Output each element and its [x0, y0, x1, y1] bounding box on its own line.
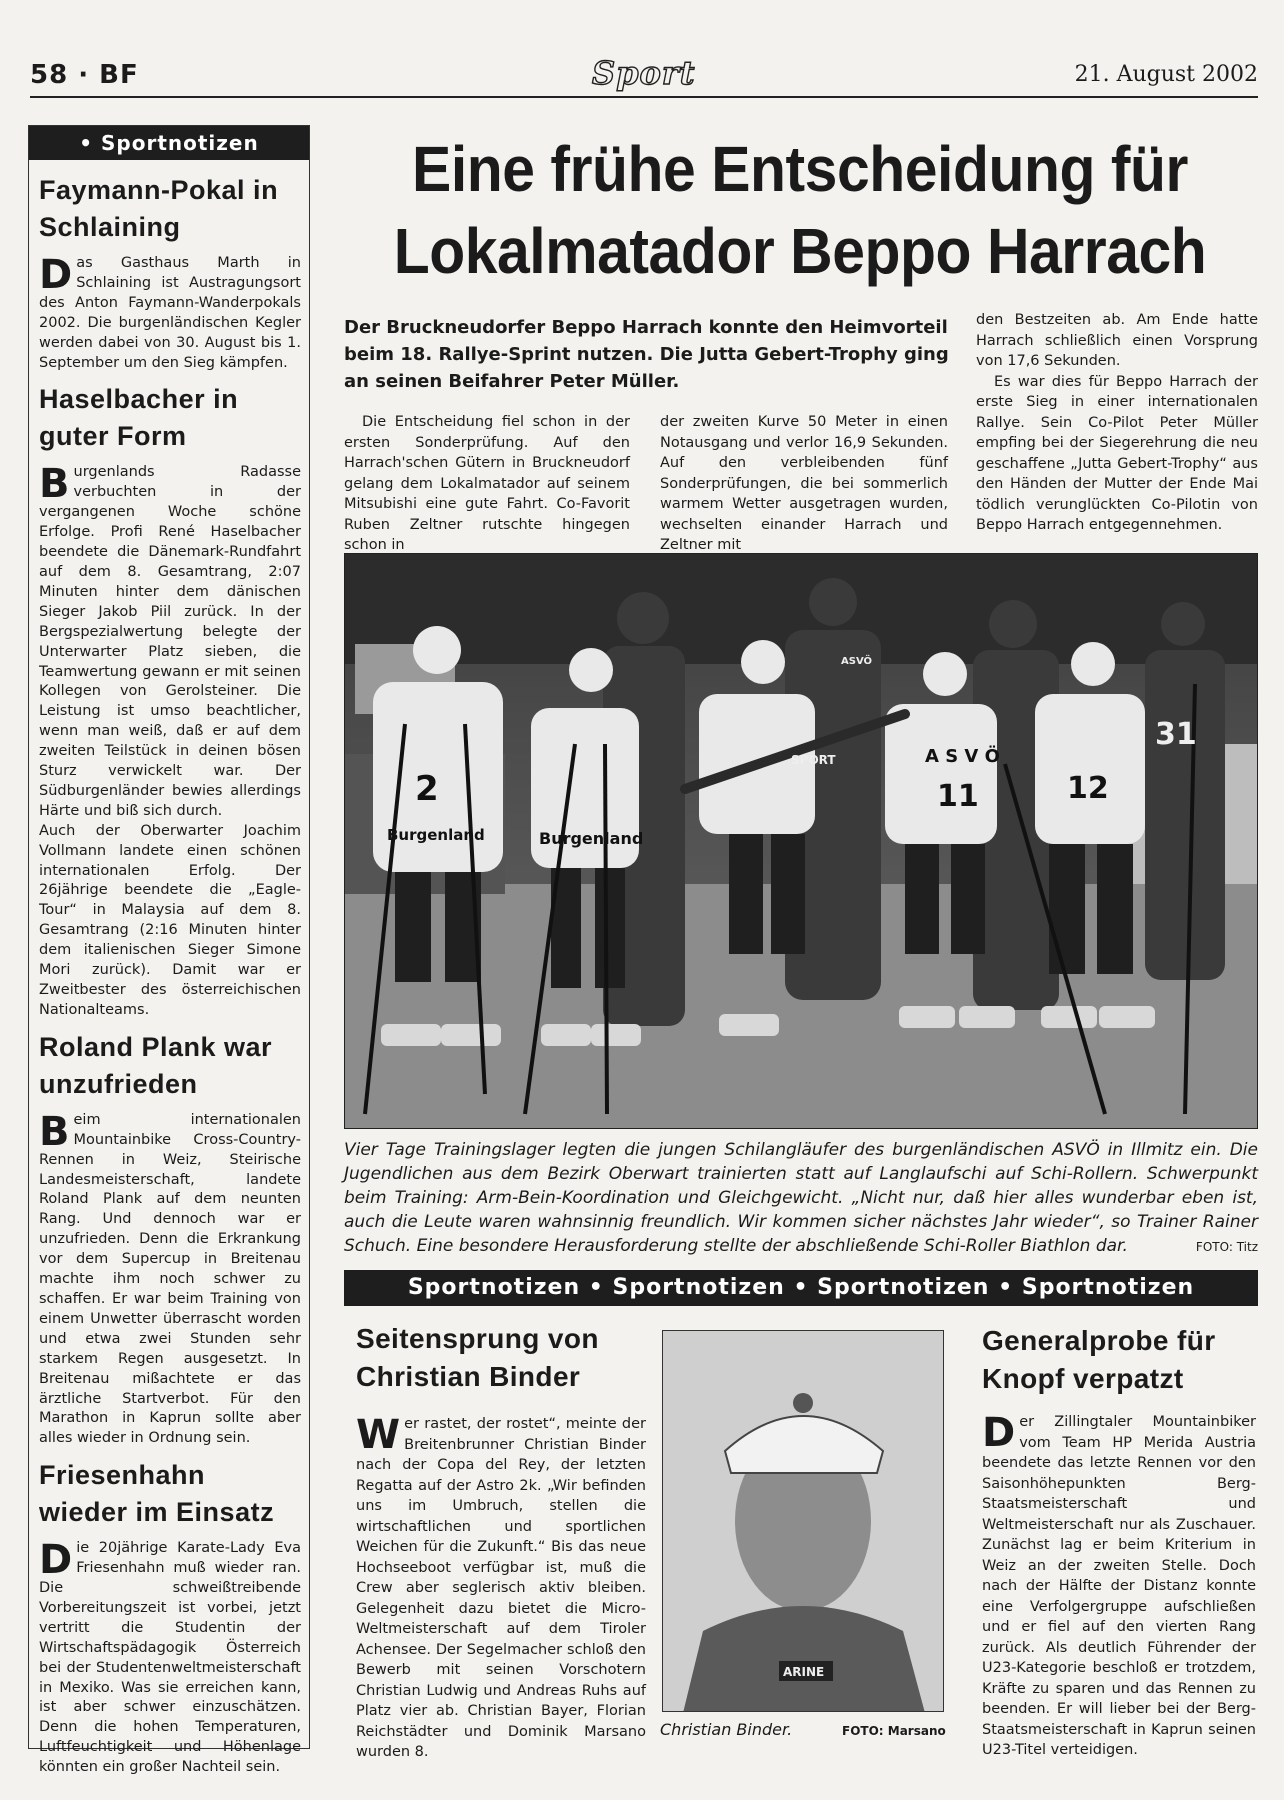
bib-number: 12: [1067, 771, 1109, 806]
article-column-1: Die Entscheidung fiel schon in der ersten Sonderprüfung. Auf den Harrach'schen Gütern in Bruckneudorf gelang dem Lokalmatador auf seinem Mitsubishi eine gute Fahrt. Co-Favorit Ruben Zeltner rutschte hingegen schon in: [344, 414, 630, 553]
binder-article: [356, 1320, 646, 1763]
note-body: Die 20jährige Karate-Lady Eva Friesenhahn muß wieder ran. Die schweißtreibende Vorbereitungszeit ist vorbei, jetzt vertritt die Studentin der Wirtschaftspädagogik Österreich bei der Studentenweltmeisterschaft in Mexiko. Was sie erreichen kann, ist aber schwer einzuschätzen. Denn die hohen Temperaturen, Luftfeuchtigkeit und Höhenlage könnten ein großer Nachteil sein.: [39, 1537, 301, 1776]
note-title: Haselbacher in guter Form: [39, 384, 239, 452]
bib-number: 11: [937, 779, 979, 814]
note-title: Generalprobe für Knopf verpatzt: [982, 1325, 1216, 1394]
shirt-text: A S V Ö: [925, 746, 1000, 767]
shirt-text: Burgenland: [387, 826, 485, 844]
page-number: 58 · BF: [30, 60, 139, 90]
drop-cap: W: [356, 1412, 401, 1458]
shirt-text: ARINE: [783, 1665, 825, 1679]
note-body: Der Zillingtaler Mountainbiker vom Team HP Merida Austria beendete das letzte Rennen vor den Saisonhöhepunkten Berg-Staatsmeisterschaft und Weltmeisterschaft nur als Zuschauer. Zunächst lag er beim Kriterium in Weiz an der zweiten Stelle. Doch nach der Hälfte der Distanz konnte eine Verfolgergruppe aufschließen und er fiel auf den vierten Rang zurück. Als deutlich Führender der U23-Kategorie beschloß er trotzdem, Kräfte zu sparen und das Rennen zu beenden. Er will lieber bei der Berg-Staatsmeisterschaft in Kaprun seinen U23-Titel verteidigen.: [982, 1410, 1256, 1758]
article-column-3: den Bestzeiten ab. Am Ende hatte Harrach schließlich einen Vorsprung von 17,6 Sekunden. Es war dies für Beppo Harrach der erste Sieg in einer internationalen Rallye. Sein Co-Pilot Peter Müller empfing bei der Siegerehrung die neu geschaffene „Jutta Gebert-Trophy“ aus den Händen der Mutter der Ende Mai tödlich verunglückten Co-Pilotin von Beppo Harrach entgegennehmen.: [976, 312, 1258, 533]
rifle-label: SPORT: [791, 753, 836, 767]
sidebar-heading: • Sportnotizen: [29, 126, 309, 160]
bib-number: 2: [415, 769, 439, 809]
publication-date: 21. August 2002: [1074, 62, 1258, 87]
knopf-article: [982, 1322, 1256, 1761]
note-body: Das Gasthaus Marth in Schlaining ist Austragungsort des Anton Faymann-Wanderpokals 2002. Die burgenländischen Kegler werden dabei von 30. August bis 1. September um den Sieg kämpfen.: [39, 252, 301, 371]
note-body: Burgenlands Radasse verbuchten in der vergangenen Woche schöne Erfolge. Profi René Haselbacher beendete die Dänemark-Rundfahrt auf dem 8. Gesamtrang, 2:07 Minuten hinter dem dänischen Sieger Jakob Piil zurück. In der Bergspezialwertung belegte der Unterwarter Platz sieben, die Teamwertung gewann er mit seinen Kollegen von Gerolsteiner. Die Leistung ist umso beachtlicher, wenn man weiß, daß er auf dem zweiten Teilstück in deinen bösen Sturz verwickelt war. Der Südburgenländer bewies allerdings Härte und biß sich durch.: [39, 461, 301, 819]
portrait-illustration: [663, 1331, 944, 1712]
section-title: Sport: [592, 54, 696, 92]
note-body: Beim internationalen Mountainbike Cross-Country-Rennen in Weiz, Steirische Landesmeisterschaft, landete Roland Plank auf dem neunten Rang. Und dennoch war er unzufrieden. Denn die Erkrankung vor dem Supercup in Breitenau machte ihm noch schwer zu schaffen. Er war beim Training von einem Unwetter überrascht worden und etwa zwei Stunden sehr starkem Regen ausgesetzt. In Breitenau mißachtete er das ärztliche Startverbot. Für den Marathon in Kaprun sollte aber alles wieder in Ordnung sein.: [39, 1108, 301, 1447]
team-photo: [344, 553, 1258, 1129]
note-title: Friesenhahn wieder im Einsatz: [39, 1460, 275, 1528]
portrait-caption: Christian Binder.: [660, 1720, 793, 1739]
drop-cap: D: [39, 252, 73, 298]
sportnotizen-band: Sportnotizen • Sportnotizen • Sportnotizen • Sportnotizen: [344, 1270, 1258, 1306]
note-title: Roland Plank war unzufrieden: [39, 1031, 273, 1099]
note-title: Faymann-Pokal in Schlaining: [39, 175, 279, 242]
binder-portrait: [662, 1330, 944, 1712]
note-body: Wer rastet, der rostet“, meinte der Breitenbrunner Christian Binder nach der Copa del Rey, der letzten Regatta auf der Astro 2k. „Wir befinden uns im Umbruch, stellen die wirtschaftlichen und sportlichen Weichen für die Zukunft.“ Bis das neue Hochseeboot verfügbar ist, muß die Crew aber seglerisch aktiv bleiben. Gelegenheit dazu bietet die Micro-Weltmeisterschaft auf dem Tiroler Achensee. Der Segelmacher schloß den Bewerb mit seinen Vorschotern Christian Ludwig und Andreas Ruhs auf Platz vier ab. Christian Bayer, Florian Reichstädter und Dominik Marsano wurden 8.: [356, 1412, 646, 1760]
article-headline: Eine frühe Entscheidung für Lokalmatador Beppo Harrach: [393, 133, 1207, 287]
note-body: Auch der Oberwarter Joachim Vollmann landete einen schönen internationalen Erfolg. Der 26jährige beendete die „Eagle-Tour“ in Malaysia auf dem 8. Gesamtrang (2:16 Minuten hinter dem italienischen Sieger Simone Mori zurück). Damit war er Zweitbester des österreichischen Nationalteams.: [39, 822, 301, 1018]
drop-cap: D: [39, 1537, 73, 1584]
article-lead: Der Bruckneudorfer Beppo Harrach konnte den Heimvorteil beim 18. Rallye-Sprint nutzen. Die Jutta Gebert-Trophy ging an seinen Beifahrer Peter Müller.: [344, 317, 949, 392]
article-column-2: der zweiten Kurve 50 Meter in einen Notausgang und verlor 16,9 Sekunden. Auf den verbleibenden fünf Sonderprüfungen, die bei sommerlich warmem Wetter ausgetragen wurden, wechselten einander Harrach und Zeltner mit: [660, 414, 948, 553]
jacket-badge: ASVÖ: [841, 656, 873, 667]
shirt-text: Burgenland: [539, 829, 644, 848]
bib-number: 31: [1155, 717, 1197, 752]
note-title: Seitensprung von Christian Binder: [356, 1323, 599, 1392]
team-photo-illustration: [345, 554, 1258, 1129]
photo-credit: FOTO: Titz: [1195, 1240, 1258, 1254]
header-rule: [30, 96, 1258, 98]
sportnotizen-sidebar: [28, 125, 310, 1776]
photo-caption: Vier Tage Trainingslager legten die jungen Schilangläufer des burgenländischen ASVÖ in Illmitz ein. Die Jugendlichen aus dem Bezirk Oberwart trainierten statt auf Langlaufschi auf Schi-Rollern. Schwerpunkt beim Training: Arm-Bein-Koordination und Gleichgewicht. „Nicht nur, daß hier alles wunderbar eben ist, auch die Leute waren wahnsinnig freundlich. Wir kommen sicher nächstes Jahr wieder“, so Trainer Rainer Schuch. Eine besondere Herausforderung stellte der abschließende Schi-Roller Biathlon dar. FOTO: Titz: [344, 1140, 1258, 1256]
portrait-credit: FOTO: Marsano: [842, 1724, 946, 1738]
drop-cap: D: [982, 1410, 1016, 1456]
drop-cap: B: [39, 1108, 70, 1155]
drop-cap: B: [39, 461, 70, 508]
